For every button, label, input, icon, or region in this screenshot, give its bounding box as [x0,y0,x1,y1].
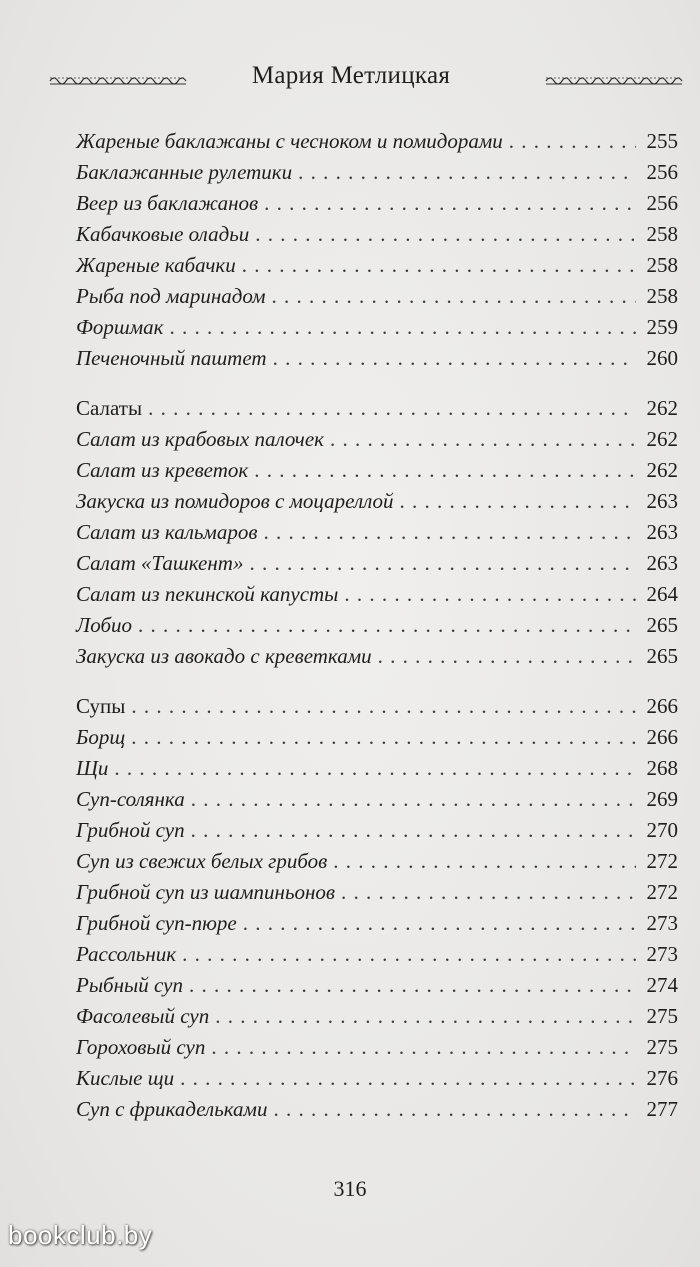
toc-dot-leader [138,610,636,641]
toc-dot-leader [273,1094,636,1125]
toc-entry [76,970,678,1001]
header-ornament-right-icon [544,74,684,88]
toc-entry [76,908,678,939]
toc-entry-title: Салат из кальмаров [76,520,258,544]
toc-entry-title: Рыбный суп [76,973,183,997]
toc-entry-title: Супы [76,694,126,718]
toc-dot-leader [509,126,636,157]
toc-entry-title: Баклажанные рулетики [76,160,293,184]
toc-entry [76,281,678,312]
toc-entry-page: 264 [646,582,678,606]
running-title: Мария Метлицкая [251,62,451,89]
toc-entry-title: Грибной суп-пюре [76,911,237,935]
toc-dot-leader [255,219,636,250]
toc-entry [76,455,678,486]
toc-dot-leader [131,691,636,722]
toc-entry [76,548,678,579]
toc-entry [76,219,678,250]
toc-dot-leader [333,846,636,877]
toc-entry-page: 265 [646,644,678,668]
toc-entry-page: 262 [646,396,678,420]
toc-entry [76,1063,678,1094]
table-of-contents [76,126,678,1125]
toc-dot-leader [330,424,636,455]
toc-entry-page: 274 [646,973,678,997]
running-header [40,60,662,100]
toc-entry-page: 266 [646,725,678,749]
toc-entry-title: Фасолевый суп [76,1004,210,1028]
toc-dot-leader [249,548,636,579]
toc-entry-page: 276 [646,1066,678,1090]
toc-dot-leader [341,877,636,908]
toc-entry-page: 262 [646,458,678,482]
toc-entry-title: Форшмак [76,315,164,339]
toc-dot-leader [344,579,636,610]
toc-entry-page: 258 [646,253,678,277]
toc-entry-page: 273 [646,911,678,935]
toc-entry [76,157,678,188]
toc-entry [76,250,678,281]
toc-entry [76,126,678,157]
toc-entry [76,486,678,517]
toc-entry-page: 270 [646,818,678,842]
toc-entry-title: Грибной суп из шампиньонов [76,880,336,904]
toc-entry [76,517,678,548]
toc-entry-page: 272 [646,880,678,904]
toc-entry-title: Щи [76,756,109,780]
toc-entry-page: 255 [646,129,678,153]
toc-entry [76,1001,678,1032]
toc-dot-leader [180,1063,636,1094]
toc-dot-leader [400,486,636,517]
toc-dot-leader [273,343,636,374]
toc-entry-page: 256 [646,160,678,184]
toc-dot-leader [264,188,636,219]
toc-entry-title: Лобио [76,613,133,637]
toc-entry [76,641,678,672]
toc-entry-title: Салаты [76,396,143,420]
toc-dot-leader [263,517,636,548]
toc-entry-page: 272 [646,849,678,873]
toc-entry [76,784,678,815]
toc-entry-page: 258 [646,284,678,308]
toc-entry-title: Грибной суп [76,818,185,842]
toc-entry-page: 275 [646,1035,678,1059]
toc-entry-title: Рыба под маринадом [76,284,266,308]
toc-dot-leader [148,393,636,424]
toc-entry-title: Суп из свежих белых грибов [76,849,328,873]
toc-section-heading [76,393,678,424]
toc-dot-leader [191,784,636,815]
toc-entry-title: Печеночный паштет [76,346,267,370]
toc-entry [76,312,678,343]
section-spacer [76,672,678,691]
section-spacer [76,374,678,393]
toc-entry-title: Салат из крабовых палочек [76,427,324,451]
toc-entry [76,722,678,753]
page-number: 316 [333,1176,367,1201]
toc-dot-leader [131,722,636,753]
toc-entry-page: 258 [646,222,678,246]
toc-entry [76,579,678,610]
toc-entry [76,846,678,877]
toc-entry-page: 263 [646,489,678,513]
toc-entry-page: 273 [646,942,678,966]
toc-entry-page: 263 [646,551,678,575]
toc-dot-leader [114,753,636,784]
toc-dot-leader [182,939,636,970]
toc-entry [76,610,678,641]
toc-entry-title: Рассольник [76,942,177,966]
toc-entry [76,939,678,970]
toc-dot-leader [191,815,636,846]
toc-dot-leader [254,455,636,486]
toc-entry [76,1032,678,1063]
toc-entry-title: Жареные кабачки [76,253,236,277]
toc-entry-page: 262 [646,427,678,451]
toc-entry-title: Суп с фрикадельками [76,1097,268,1121]
toc-dot-leader [215,1001,636,1032]
toc-entry-title: Салат из креветок [76,458,249,482]
toc-entry-title: Закуска из авокадо с креветками [76,644,372,668]
toc-entry-page: 275 [646,1004,678,1028]
toc-dot-leader [298,157,636,188]
toc-entry [76,188,678,219]
toc-entry-page: 269 [646,787,678,811]
toc-entry-title: Закуска из помидоров с моцареллой [76,489,394,513]
toc-dot-leader [378,641,636,672]
site-watermark: bookclub.by [8,1220,153,1250]
toc-entry [76,753,678,784]
toc-entry-title: Суп-солянка [76,787,185,811]
toc-entry [76,343,678,374]
toc-entry-title: Салат из пекинской капусты [76,582,339,606]
toc-dot-leader [242,250,636,281]
toc-entry [76,815,678,846]
toc-entry-title: Гороховый суп [76,1035,206,1059]
toc-dot-leader [211,1032,636,1063]
toc-entry [76,1094,678,1125]
toc-entry-page: 263 [646,520,678,544]
toc-entry-page: 260 [646,346,678,370]
toc-entry-page: 259 [646,315,678,339]
toc-entry-page: 277 [646,1097,678,1121]
toc-section-heading [76,691,678,722]
toc-entry-title: Веер из баклажанов [76,191,259,215]
toc-dot-leader [272,281,636,312]
toc-entry-page: 265 [646,613,678,637]
toc-entry [76,424,678,455]
toc-dot-leader [169,312,636,343]
toc-entry-page: 256 [646,191,678,215]
toc-dot-leader [243,908,636,939]
toc-entry-page: 266 [646,694,678,718]
toc-entry-title: Жареные баклажаны с чесноком и помидорами [76,129,503,153]
toc-entry-title: Салат «Ташкент» [76,551,244,575]
toc-entry [76,877,678,908]
toc-entry-title: Борщ [76,725,126,749]
toc-entry-page: 268 [646,756,678,780]
toc-entry-title: Кабачковые оладьи [76,222,250,246]
toc-dot-leader [189,970,636,1001]
toc-entry-title: Кислые щи [76,1066,175,1090]
